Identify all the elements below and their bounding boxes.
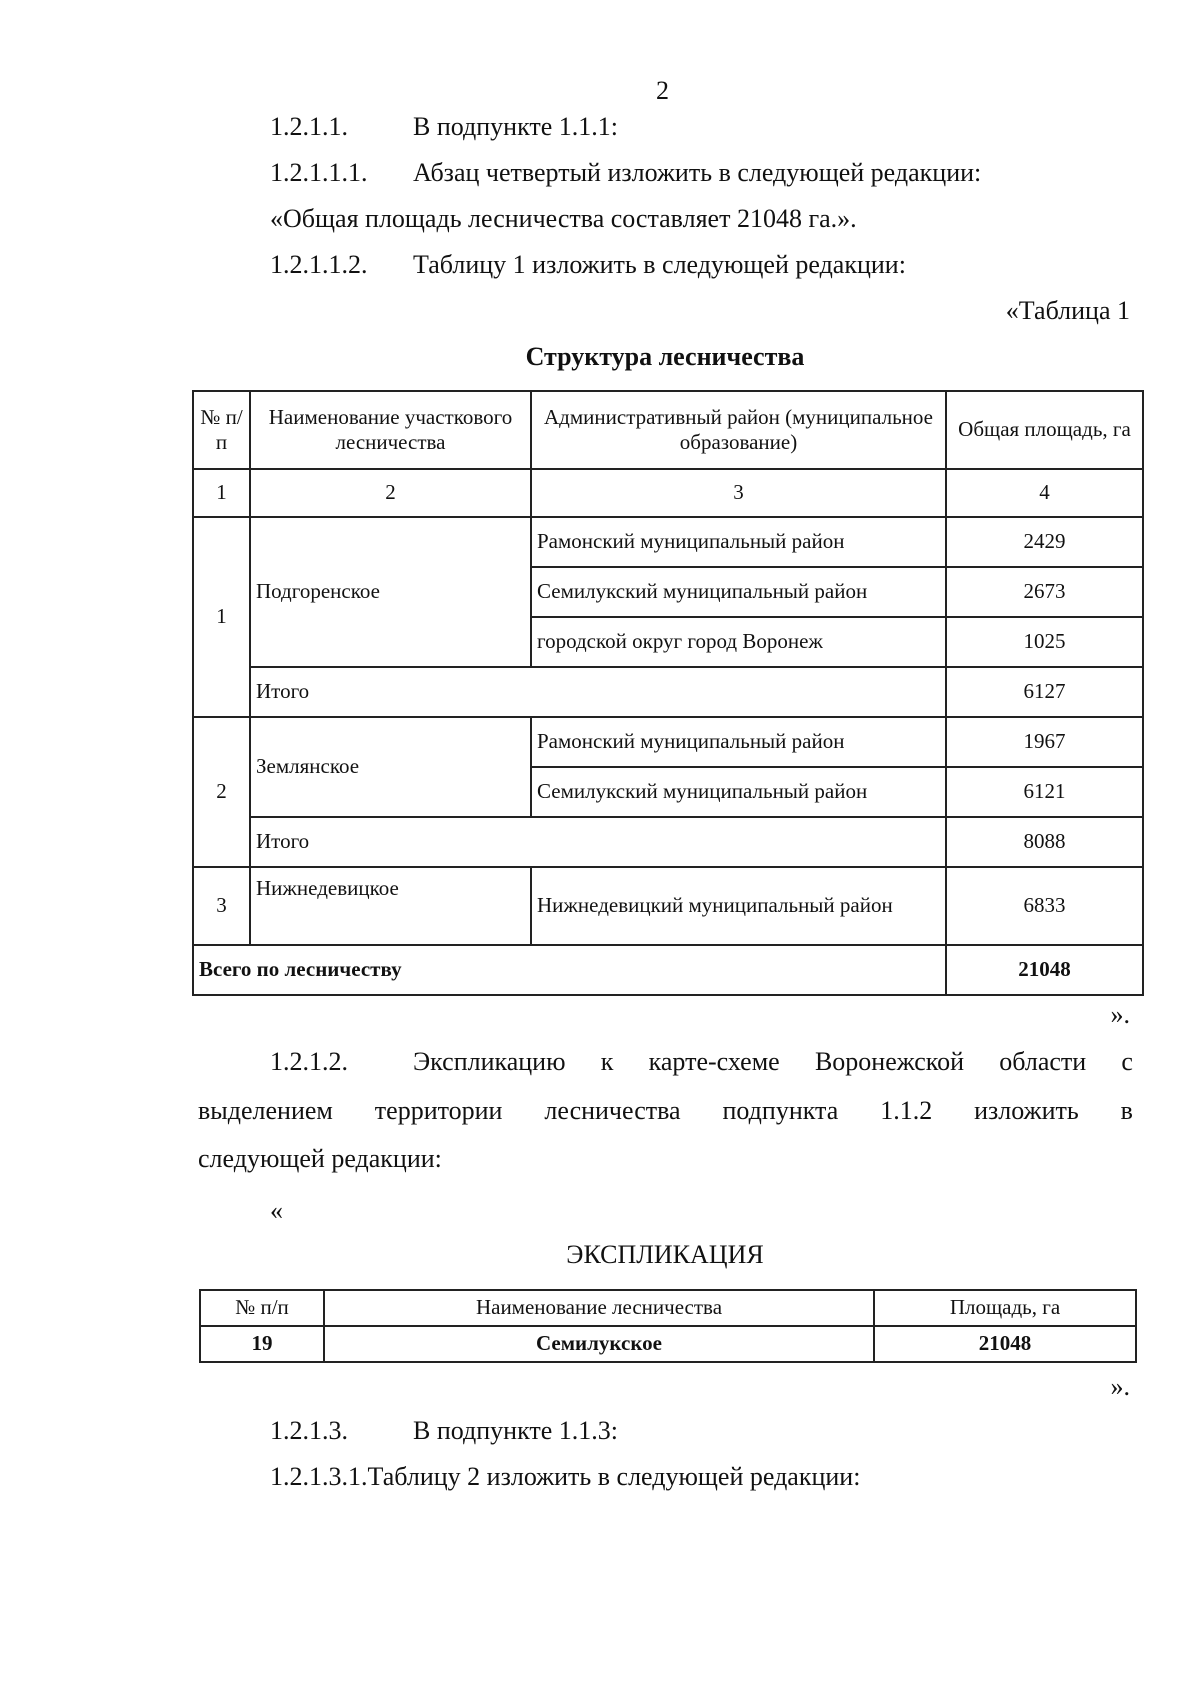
- area-value: 2673: [946, 567, 1143, 617]
- closing-quote-table1: ».: [1110, 1000, 1130, 1029]
- area-value: 6121: [946, 767, 1143, 817]
- district-name: Рамонский муниципальный район: [531, 717, 946, 767]
- forestry-name: Семилукское: [324, 1326, 874, 1362]
- para-1-2-1-3-1-text: 1.2.1.3.1.Таблицу 2 изложить в следующей редакции:: [270, 1462, 861, 1491]
- grand-total-label: Всего по лесничеству: [193, 945, 946, 995]
- table1-column-number-row: [193, 469, 1143, 517]
- para-1-2-1-2-line3: следующей редакции:: [198, 1144, 442, 1173]
- para-1-2-1-1-1-text: Абзац четвертый изложить в следующей редакции:: [413, 158, 982, 187]
- district-name: Рамонский муниципальный район: [531, 517, 946, 567]
- header-number: № п/п: [200, 1290, 324, 1326]
- word: карте-схеме: [648, 1047, 780, 1076]
- header-area: Общая площадь, га: [946, 391, 1143, 469]
- para-1-2-1-3-number: 1.2.1.3.: [270, 1416, 348, 1445]
- word: подпункта: [722, 1096, 839, 1125]
- forestry-structure-table: [192, 390, 1144, 996]
- column-number: 1: [193, 469, 250, 517]
- group-number: 3: [193, 867, 250, 945]
- subtotal-label: Итого: [250, 817, 946, 867]
- word: изложить: [974, 1096, 1079, 1125]
- para-1-2-1-1-1-number: 1.2.1.1.1.: [270, 158, 368, 187]
- para-1-2-1-2-line1: [413, 1047, 1133, 1077]
- header-forestry-name: Наименование участкового лесничества: [250, 391, 531, 469]
- table-row: [200, 1326, 1136, 1362]
- forestry-name: Землянское: [250, 717, 531, 817]
- header-forestry-name: Наименование лесничества: [324, 1290, 874, 1326]
- explication-header-row: [200, 1290, 1136, 1326]
- area-value: 1025: [946, 617, 1143, 667]
- subtotal-row: [193, 817, 1143, 867]
- word: 1.1.2: [880, 1096, 933, 1125]
- district-name: Семилукский муниципальный район: [531, 767, 946, 817]
- word: Воронежской: [814, 1047, 965, 1076]
- word: области: [999, 1047, 1087, 1076]
- district-name: Нижнедевицкий муниципальный район: [531, 867, 946, 945]
- area-value: 2429: [946, 517, 1143, 567]
- area-value: 21048: [874, 1326, 1136, 1362]
- table1-title: Структура лесничества: [525, 342, 805, 371]
- page-number: 2: [656, 76, 669, 105]
- word: лесничества: [544, 1096, 681, 1125]
- table-row: [193, 717, 1143, 767]
- district-name: городской округ город Воронеж: [531, 617, 946, 667]
- para-1-2-1-2-number: 1.2.1.2.: [270, 1047, 348, 1076]
- word: территории: [374, 1096, 503, 1125]
- header-number: № п/п: [193, 391, 250, 469]
- column-number: 4: [946, 469, 1143, 517]
- opening-quote: «: [270, 1196, 283, 1225]
- subtotal-value: 8088: [946, 817, 1143, 867]
- header-area: Площадь, га: [874, 1290, 1136, 1326]
- para-1-2-1-1-2-number: 1.2.1.1.2.: [270, 250, 368, 279]
- para-1-2-1-1-text: В подпункте 1.1.1:: [413, 112, 618, 141]
- district-name: Семилукский муниципальный район: [531, 567, 946, 617]
- table-row: [193, 517, 1143, 567]
- column-number: 2: [250, 469, 531, 517]
- word: выделением: [198, 1096, 333, 1125]
- quoted-area-sentence: «Общая площадь лесничества составляет 21048 га.».: [270, 204, 857, 233]
- para-1-2-1-3-text: В подпункте 1.1.3:: [413, 1416, 618, 1445]
- word: в: [1120, 1096, 1133, 1125]
- forestry-name: Нижнедевицкое: [250, 867, 531, 945]
- word: Экспликацию: [413, 1047, 566, 1076]
- forestry-name: Подгоренское: [250, 517, 531, 667]
- para-1-2-1-1-2-text: Таблицу 1 изложить в следующей редакции:: [413, 250, 906, 279]
- table1-label: «Таблица 1: [1005, 296, 1130, 325]
- subtotal-value: 6127: [946, 667, 1143, 717]
- grand-total-value: 21048: [946, 945, 1143, 995]
- column-number: 3: [531, 469, 946, 517]
- area-value: 6833: [946, 867, 1143, 945]
- table1-header-row: [193, 391, 1143, 469]
- word: к: [600, 1047, 614, 1076]
- explication-title: ЭКСПЛИКАЦИЯ: [566, 1240, 764, 1269]
- table-row: [193, 867, 1143, 945]
- subtotal-label: Итого: [250, 667, 946, 717]
- subtotal-row: [193, 667, 1143, 717]
- row-number: 19: [200, 1326, 324, 1362]
- group-number: 1: [193, 517, 250, 717]
- header-district: Административный район (муниципальное образование): [531, 391, 946, 469]
- grand-total-row: [193, 945, 1143, 995]
- area-value: 1967: [946, 717, 1143, 767]
- para-1-2-1-1-number: 1.2.1.1.: [270, 112, 348, 141]
- group-number: 2: [193, 717, 250, 867]
- closing-quote-table2: ».: [1110, 1372, 1130, 1401]
- explication-table: [199, 1289, 1137, 1363]
- para-1-2-1-2-line2: [198, 1096, 1133, 1126]
- word: с: [1121, 1047, 1133, 1076]
